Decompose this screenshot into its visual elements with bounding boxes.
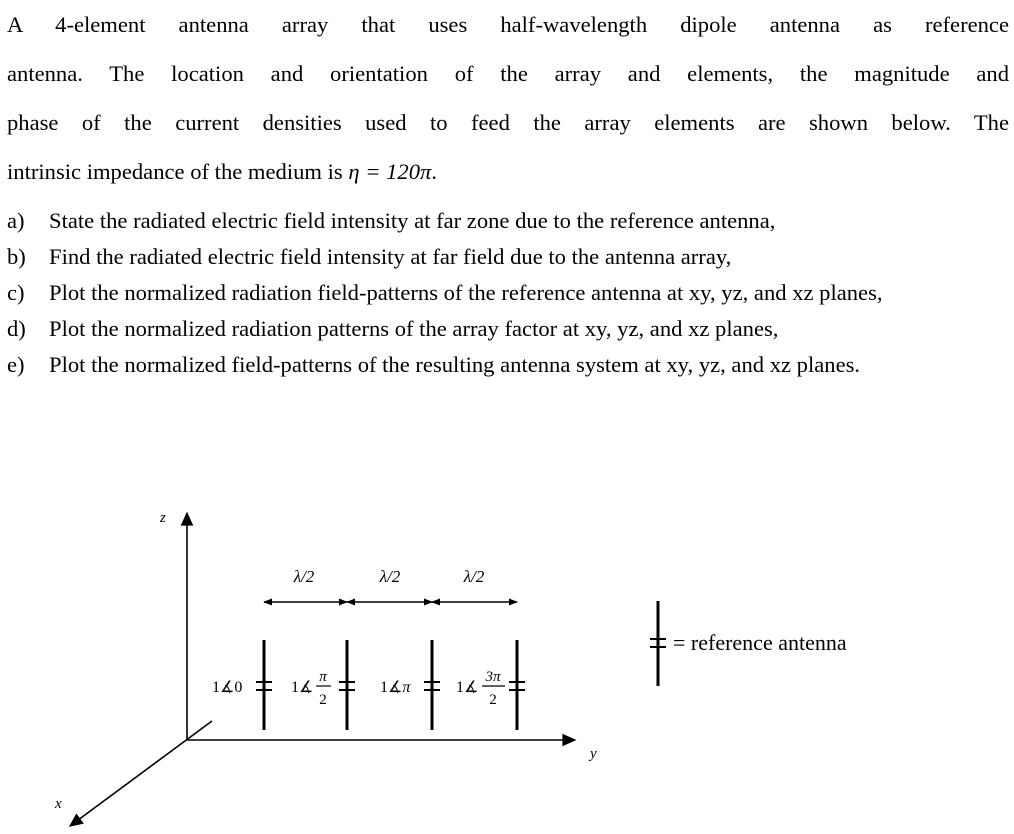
feed-phase-denominator: 2 <box>319 692 327 708</box>
spacing-label-2: λ/2 <box>379 567 401 586</box>
svg-text:1∡π <box>380 679 411 696</box>
svg-text:1∡ <box>291 679 313 696</box>
spacing-label-1: λ/2 <box>293 567 315 586</box>
feed-magnitude: 1 <box>291 679 299 696</box>
feed-phase-numerator: π <box>319 669 327 685</box>
angle-symbol: ∡ <box>464 679 479 696</box>
intro-line-4-suffix: . <box>431 159 437 184</box>
intro-line-3: phase of the current densities used to feed the array elements are shown below. The <box>7 110 1009 135</box>
feed-magnitude: 1 <box>380 679 388 696</box>
legend-dipole-icon <box>650 601 666 686</box>
feed-label-1 <box>212 679 242 696</box>
question-text: Plot the normalized radiation field-patterns of the reference antenna at xy, yz, and xz planes, <box>49 280 883 305</box>
question-label: d) <box>7 316 26 341</box>
feed-label-2 <box>291 669 331 708</box>
feed-phase: π <box>402 679 411 696</box>
question-label: e) <box>7 352 25 377</box>
angle-symbol: ∡ <box>220 679 235 696</box>
spacing-dimensions <box>264 567 517 602</box>
svg-text:1∡0 <box>212 679 242 696</box>
angle-symbol: ∡ <box>299 679 314 696</box>
intro-line-4-prefix: intrinsic impedance of the medium is <box>7 159 343 184</box>
y-axis-label: y <box>590 746 597 762</box>
angle-symbol: ∡ <box>388 679 403 696</box>
question-text: Find the radiated electric field intensity at far field due to the antenna array, <box>49 244 732 269</box>
x-axis <box>70 721 212 826</box>
feed-phase-numerator: 3π <box>485 669 501 685</box>
z-axis-label: z <box>160 510 166 526</box>
feed-magnitude: 1 <box>212 679 220 696</box>
svg-text:1∡ <box>456 679 478 696</box>
question-text: State the radiated electric field intensity at far zone due to the reference antenna, <box>49 208 776 233</box>
feed-label-3 <box>380 679 411 696</box>
feed-label-4 <box>456 669 505 708</box>
intro-line-2: antenna. The location and orientation of the array and elements, the magnitude and <box>7 61 1009 86</box>
dipole-element-2 <box>339 640 355 730</box>
question-label: c) <box>7 280 25 305</box>
dipole-element-4 <box>509 640 525 730</box>
question-text: Plot the normalized radiation patterns of the array factor at xy, yz, and xz planes, <box>49 316 779 341</box>
question-label: b) <box>7 244 26 269</box>
x-axis-label: x <box>55 796 62 812</box>
feed-phase-denominator: 2 <box>489 692 497 708</box>
legend-label: = reference antenna <box>673 630 847 655</box>
legend <box>650 601 847 686</box>
intro-line-1: A 4-element antenna array that uses half-wavelength dipole antenna as reference <box>7 12 1009 37</box>
dipole-element-3 <box>424 640 440 730</box>
feed-phase: 0 <box>234 679 243 696</box>
impedance-formula: η = 120π <box>348 159 432 184</box>
spacing-label-3: λ/2 <box>463 567 485 586</box>
question-label: a) <box>7 208 25 233</box>
question-text: Plot the normalized field-patterns of the resulting antenna system at xy, yz, and xz planes. <box>49 352 861 377</box>
dipole-element-1 <box>256 640 272 730</box>
feed-magnitude: 1 <box>456 679 464 696</box>
